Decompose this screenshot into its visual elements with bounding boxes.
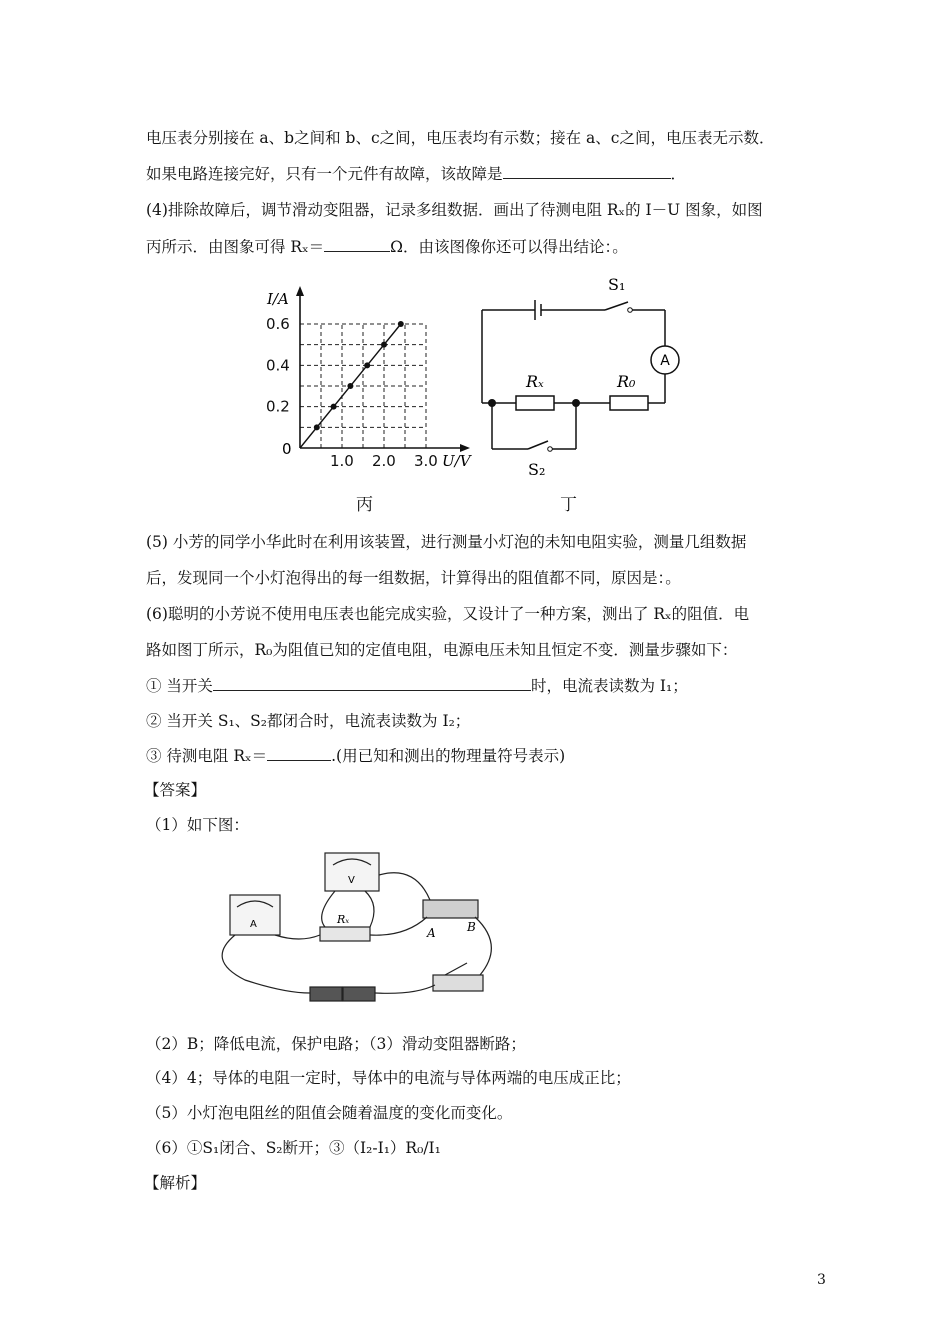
answer-label-b: B	[467, 920, 476, 934]
para-q6-line1: (6)聪明的小芳说不使用电压表也能完成实验，又设计了一种方案，测出了 Rₓ的阻值．电	[146, 605, 750, 623]
answer-heading: 【答案】	[144, 781, 207, 799]
label-r0: R₀	[617, 372, 636, 391]
step-1-text: ① 当开关	[146, 677, 213, 695]
data-point	[398, 321, 404, 327]
data-point	[364, 362, 370, 368]
wire-8	[375, 985, 435, 993]
circuit-ding-figure	[470, 275, 695, 485]
x-tick-label: 1.0	[330, 452, 354, 470]
y-tick-label: 0.6	[266, 315, 290, 333]
x-axis-label: U/V	[442, 452, 471, 470]
switch-s1-blade	[605, 302, 628, 310]
answer-circuit-figure	[205, 845, 505, 1010]
para-q4-line2	[146, 237, 628, 257]
answer-blank-fault[interactable]	[503, 164, 671, 179]
x-tick-label: 2.0	[372, 452, 396, 470]
answer-3: （4）4；导体的电阻一定时，导体中的电流与导体两端的电压成正比；	[146, 1069, 631, 1087]
wire-4	[365, 891, 374, 927]
answer-blank-rx[interactable]	[324, 237, 390, 252]
ammeter-label: A	[660, 353, 670, 369]
wire-5	[370, 917, 427, 935]
answer-5: （6）①S₁闭合、S₂断开；③（I₂-I₁）R₀/I₁	[146, 1139, 441, 1157]
y-tick-label: 0.4	[266, 356, 290, 375]
x-axis-arrow	[460, 444, 470, 452]
answer-blank-step1[interactable]	[213, 676, 531, 691]
para-q4-text: 丙所示．由图象可得 Rₓ＝	[146, 238, 325, 256]
origin-label: 0	[282, 440, 292, 458]
para-fault-question-end: ．	[670, 165, 687, 183]
para-q4-end: Ω．由该图像你还可以得出结论：。	[390, 238, 628, 256]
para-fault-question-text: 如果电路连接完好，只有一个元件有故障，该故障是	[146, 165, 503, 183]
y-axis-arrow	[296, 286, 304, 296]
step-3-end: .(用已知和测出的物理量符号表示)	[331, 747, 566, 765]
step-3-text: ③ 待测电阻 Rₓ＝	[146, 747, 268, 765]
step-2: ② 当开关 S₁、S₂都闭合时，电流表读数为 I₂；	[146, 712, 471, 730]
resistor-rx-device	[320, 927, 370, 941]
answer-meter-v-label: V	[348, 875, 355, 886]
switch-handle	[445, 963, 467, 975]
switch-s2-blade	[528, 441, 548, 449]
x-tick-labels	[330, 452, 438, 470]
switch-s2-contact	[548, 447, 553, 452]
wire-1	[222, 935, 310, 993]
label-rx: Rₓ	[526, 372, 544, 391]
wire-6	[379, 873, 430, 900]
answer-label-a: A	[427, 926, 436, 940]
step-1-end: 时，电流表读数为 I₁；	[530, 677, 688, 695]
para-fault-observation: 电压表分别接在 a、b之间和 b、c之间，电压表均有示数；接在 a、c之间，电压表无示数．	[146, 129, 775, 147]
answer-meter-a-label: A	[250, 919, 257, 930]
switch-s1-contact	[628, 308, 633, 313]
data-point	[314, 424, 320, 430]
figure-ding-caption: 丁	[560, 495, 577, 515]
switch-device	[433, 975, 483, 991]
battery-1	[310, 987, 342, 1001]
resistor-rx	[516, 396, 554, 410]
answer-blank-rx-formula[interactable]	[267, 746, 331, 761]
para-q4-line1: (4)排除故障后，调节滑动变阻器，记录多组数据．画出了待测电阻 Rₓ的 I－U 图象，如图	[146, 201, 763, 219]
para-q5-line2: 后，发现同一个小灯泡得出的每一组数据，计算得出的阻值都不同，原因是：。	[146, 569, 681, 587]
analysis-heading: 【解析】	[144, 1174, 207, 1192]
answer-4: （5）小灯泡电阻丝的阻值会随着温度的变化而变化。	[146, 1104, 513, 1122]
answer-1: （1）如下图：	[146, 816, 249, 834]
y-axis-label: I/A	[267, 290, 289, 308]
answer-2: （2）B；降低电流，保护电路；（3）滑动变阻器断路；	[146, 1035, 526, 1053]
data-point	[331, 404, 337, 410]
data-point	[381, 342, 387, 348]
label-s2: S₂	[528, 460, 546, 479]
y-tick-labels	[266, 315, 290, 416]
wire-7	[475, 917, 491, 975]
battery-2	[343, 987, 375, 1001]
label-s1: S₁	[608, 275, 626, 294]
step-1	[146, 676, 688, 696]
para-fault-question	[146, 164, 686, 184]
para-q6-line2: 路如图丁所示，R₀为阻值已知的定值电阻，电源电压未知且恒定不变．测量步骤如下：	[146, 641, 738, 659]
wire-2	[275, 935, 320, 939]
iu-graph-figure	[262, 280, 482, 475]
answer-rx-label: Rₓ	[337, 913, 350, 926]
para-q5-line1: (5) 小芳的同学小华此时在利用该装置，进行测量小灯泡的未知电阻实验，测量几组数据	[146, 533, 747, 551]
junction-right	[572, 399, 580, 407]
x-tick-label: 3.0	[414, 452, 438, 470]
figure-bing-caption: 丙	[356, 495, 373, 515]
page-number: 3	[817, 1272, 826, 1288]
wire-3	[322, 891, 335, 927]
rheostat-device	[423, 900, 478, 918]
resistor-r0	[610, 396, 648, 410]
junction-left	[488, 399, 496, 407]
data-point	[347, 383, 353, 389]
step-3	[146, 746, 565, 766]
y-tick-label: 0.2	[266, 397, 290, 416]
